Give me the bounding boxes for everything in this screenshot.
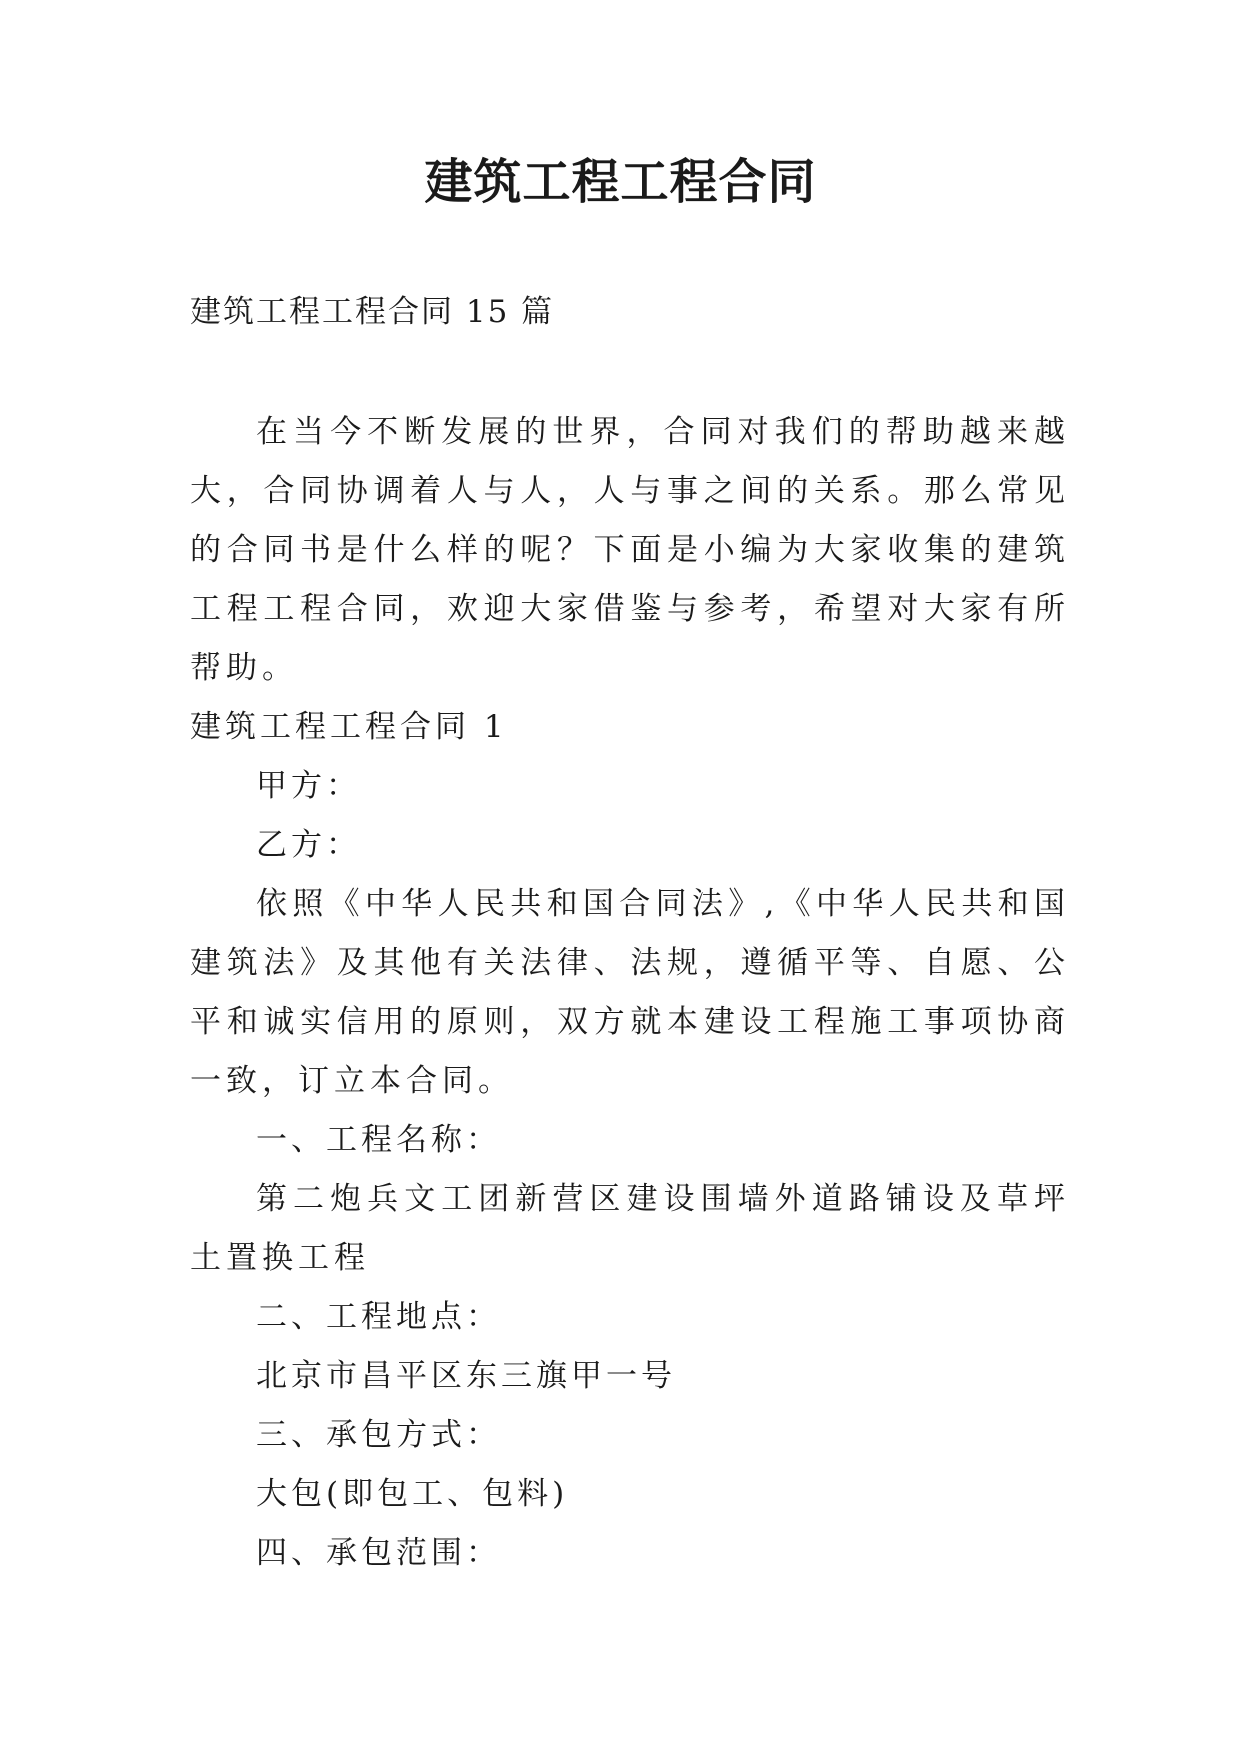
item-3-label: 三、承包方式： [256, 1417, 501, 1453]
party-a-line: 甲方： [256, 768, 361, 804]
item-2-label: 二、工程地点： [256, 1299, 501, 1335]
contract-section [190, 698, 1070, 1583]
item-1-label: 一、工程名称： [256, 1122, 501, 1158]
intro-paragraph: 在当今不断发展的世界，合同对我们的帮助越来越大，合同协调着人与人，人与事之间的关系。那么常见的合同书是什么样的呢？下面是小编为大家收集的建筑工程工程合同，欢迎大家借鉴与参考，希望对大家有所帮助。 [190, 414, 1070, 686]
document-subtitle: 建筑工程工程合同 15 篇 [190, 294, 555, 330]
party-b-line: 乙方： [256, 827, 361, 863]
item-2-value: 北京市昌平区东三旗甲一号 [256, 1358, 676, 1394]
section-heading: 建筑工程工程合同 1 [190, 709, 508, 745]
document-title: 建筑工程工程合同 [424, 154, 817, 210]
basis-paragraph: 依照《中华人民共和国合同法》,《中华人民共和国建筑法》及其他有关法律、法规，遵循平等、自愿、公平和诚实信用的原则，双方就本建设工程施工事项协商一致，订立本合同。 [190, 886, 1070, 1099]
item-1-value: 第二炮兵文工团新营区建设围墙外道路铺设及草坪土置换工程 [190, 1181, 1070, 1276]
item-3-value: 大包(即包工、包料) [256, 1476, 569, 1512]
item-4-label: 四、承包范围： [256, 1535, 501, 1571]
